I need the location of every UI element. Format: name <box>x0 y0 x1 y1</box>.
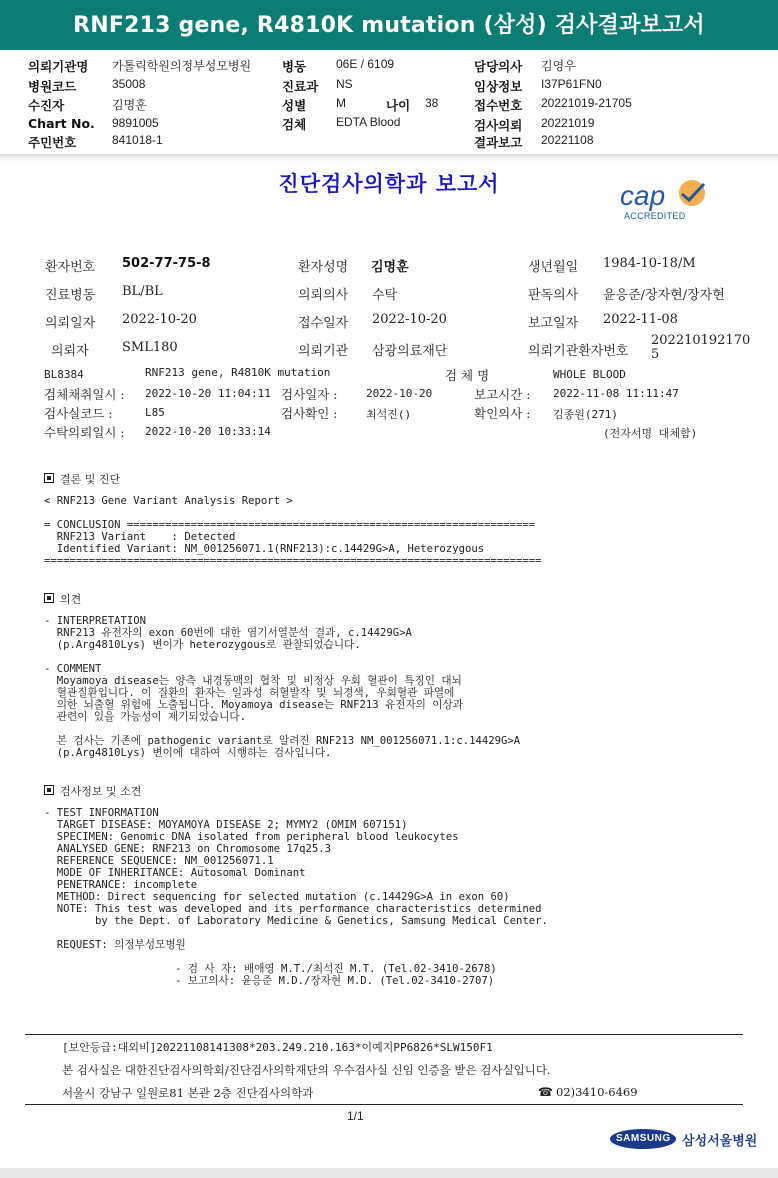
header-label: 결과보고 <box>474 135 523 150</box>
header-label: 병원코드 <box>28 79 77 94</box>
header-value: 20221108 <box>541 133 594 147</box>
footer-divider-bottom <box>25 1104 743 1105</box>
request-label: 수탁의뢰일시 : <box>44 425 125 440</box>
square-bullet-icon <box>44 473 54 483</box>
cap-accredited-logo <box>612 176 722 224</box>
report-title: 진단검사의학과 보고서 <box>278 172 500 196</box>
patient-value: 2022-10-20 <box>372 312 447 327</box>
header-label: 의뢰기관명 <box>28 59 89 74</box>
confirm-value: 최석진() <box>366 408 412 421</box>
patient-value: 삼광의료재단 <box>372 344 448 359</box>
header-label: 임상정보 <box>474 79 523 94</box>
header-value: 김영우 <box>541 59 576 73</box>
section-testinfo-heading <box>44 783 141 799</box>
patient-name: 김명훈 <box>371 260 409 275</box>
test-name: RNF213 gene, R4810K mutation <box>145 366 331 379</box>
header-label: 진료과 <box>282 79 319 94</box>
specimen-label: 검 체 명 <box>445 368 490 383</box>
phone-icon: ☎ <box>538 1085 553 1099</box>
patient-label: 환자번호 <box>45 260 96 275</box>
patient-value: 1984-10-18/M <box>603 256 696 271</box>
header-value: 가톨릭학원의정부성모병원 <box>112 59 252 73</box>
patient-label: 의뢰의사 <box>298 288 349 303</box>
header-label: 주민번호 <box>28 135 77 150</box>
header-value: 김명훈 <box>112 98 147 112</box>
reporttime-label: 보고시간 : <box>474 387 531 402</box>
collect-label: 검체채취일시 : <box>44 387 125 402</box>
cap-accredited-text: ACCREDITED <box>624 211 686 221</box>
patient-label: 생년월일 <box>528 260 579 275</box>
header-value: 9891005 <box>112 116 159 130</box>
header-value: 06E / 6109 <box>336 57 395 71</box>
patient-label: 의뢰기관환자번호 <box>528 344 629 359</box>
address-text: 서울시 강남구 일원로81 본관 2층 진단검사의학과 <box>62 1086 314 1100</box>
header-label: 성별 <box>282 98 307 113</box>
section-title: 의견 <box>60 593 82 606</box>
header-label: 담당의사 <box>474 59 523 74</box>
doctor-value: 김종원(271) <box>553 408 618 421</box>
testdate-value: 2022-10-20 <box>366 387 433 400</box>
patient-value: 2022-10-20 <box>122 312 197 327</box>
patient-value: 5 <box>651 347 660 362</box>
header-value: 841018-1 <box>112 133 163 147</box>
room-label: 검사실코드 : <box>44 406 113 421</box>
cap-brand-text: cap <box>620 180 666 211</box>
section-conclusion-heading <box>44 471 120 487</box>
section-title: 결론 및 진단 <box>60 473 121 486</box>
opinion-body: - INTERPRETATION RNF213 유전자의 exon 60번에 대한 염기서열분석 결과, c.14429G>A (p.Arg4810Lys) 변이가 heterozygous로 관찰되었습니다. - COMMENT Moyamoya disease는 양측 내경동맥의 협착 및 비정상 우회 혈관이 특징인 대뇌 혈관질환입니다. 이 질환의 환자는 일과성 허혈발작 및 뇌경색, 우회혈관 파열에 의한 뇌출혈 위험에 노출됩니다. Moyamoya disease는 RNF213 유전자의 이상과 관련이 있을 가능성이 제기되었습니다. 본 검사는 기존에 pathogenic variant로 알려진 RNF213 NM_001256071.1:c.14429G>A (p.Arg4810Lys) 변이에 대하여 시행하는 검사입니다. <box>44 615 521 759</box>
header-value: 38 <box>425 96 439 110</box>
header-label: 검체 <box>282 117 307 132</box>
patient-label: 접수일자 <box>298 316 349 331</box>
patient-label: 의뢰기관 <box>298 344 349 359</box>
confirm-label: 검사확인 : <box>281 406 338 421</box>
patient-value: 2022-11-08 <box>603 312 678 327</box>
header-value: 20221019 <box>541 116 595 130</box>
header-value: 20221019-21705 <box>541 96 632 110</box>
patient-label: 보고일자 <box>528 316 579 331</box>
header-label: 나이 <box>386 98 411 113</box>
header-label: Chart No. <box>28 116 95 131</box>
section-opinion-heading <box>44 591 81 607</box>
patient-id: 502-77-75-8 <box>122 256 211 271</box>
header-label: 수진자 <box>28 98 65 113</box>
esign-note: (전자서명 대체함) <box>603 427 698 440</box>
patient-value: SML180 <box>122 340 178 355</box>
samsung-text: SAMSUNG <box>616 1133 671 1144</box>
square-bullet-icon <box>44 593 54 603</box>
patient-label: 의뢰자 <box>51 344 89 359</box>
testdate-label: 검사일자 : <box>281 387 338 402</box>
patient-label: 환자성명 <box>298 260 349 275</box>
patient-value: 윤응준/장자현/장자현 <box>603 288 725 303</box>
patient-label: 판독의사 <box>528 288 579 303</box>
security-line: [보안등급:대외비]20221108141308*203.249.210.163*이예지PP6826*SLW150F1 <box>62 1041 493 1054</box>
conclusion-body: < RNF213 Gene Variant Analysis Report > = CONCLUSION ================================================================ RNF213 Variant : Detected Identified Variant: NM_001256071.1(RNF213):c.14429G>A, Heterozygous ============================================================================== <box>44 495 542 567</box>
header-divider <box>0 154 778 162</box>
report-banner-title: RNF213 gene, R4810K mutation (삼성) 검사결과보고서 <box>0 0 778 50</box>
signers: - 검 사 자: 배애영 M.T./최석진 M.T. (Tel.02-3410-2678) - 보고의사: 윤응준 M.D./장자현 M.D. (Tel.02-3410-2707) <box>175 963 497 987</box>
header-label: 병동 <box>282 59 307 74</box>
header-value: I37P61FN0 <box>541 77 602 91</box>
doctor-label: 확인의사 : <box>474 406 531 421</box>
hospital-name: 삼성서울병원 <box>682 1134 758 1149</box>
header-value: NS <box>336 77 353 91</box>
test-code: BL8384 <box>44 368 84 381</box>
square-bullet-icon <box>44 785 54 795</box>
phone-number: 02)3410-6469 <box>556 1085 638 1099</box>
patient-value: 수탁 <box>372 288 398 303</box>
footer-divider-top <box>25 1034 743 1035</box>
reporttime-value: 2022-11-08 11:11:47 <box>553 387 679 400</box>
request-value: 2022-10-20 10:33:14 <box>145 425 271 438</box>
header-label: 접수번호 <box>474 98 523 113</box>
collect-value: 2022-10-20 11:04:11 <box>145 387 271 400</box>
specimen-value: WHOLE BLOOD <box>553 368 626 381</box>
page-number: 1/1 <box>347 1109 364 1123</box>
header-value: 35008 <box>112 77 146 91</box>
patient-value: 202210192170 <box>651 333 751 348</box>
header-label: 검사의뢰 <box>474 118 523 133</box>
room-value: L85 <box>145 406 165 419</box>
page-bottom-bar <box>0 1168 778 1178</box>
patient-label: 의뢰일자 <box>45 316 96 331</box>
certification-text: 본 검사실은 대한진단검사의학회/진단검사의학재단의 우수검사실 신임 인증을 받은 검사실입니다. <box>62 1063 551 1077</box>
header-value: EDTA Blood <box>336 115 401 129</box>
header-value: M <box>336 96 346 110</box>
patient-label: 진료병동 <box>45 288 96 303</box>
testinfo-body: - TEST INFORMATION TARGET DISEASE: MOYAMOYA DISEASE 2; MYMY2 (OMIM 607151) SPECIMEN: Genomic DNA isolated from peripheral blood leukocytes ANALYSED GENE: RNF213 on Chromosome 17q25.3 REFERENCE SEQUENCE: NM_001256071.1 MODE OF INHERITANCE: Autosomal Dominant PENETRANCE: incomplete METHOD: Direct sequencing for selected mutation (c.14429G>A in exon 60) NOTE: This test was developed and its performance characteristics determined by the Dept. of Laboratory Medicine & Genetics, Samsung Medical Center. REQUEST: 의정부성모병원 <box>44 807 548 951</box>
patient-value: BL/BL <box>122 284 163 299</box>
section-title: 검사정보 및 소견 <box>60 785 142 798</box>
